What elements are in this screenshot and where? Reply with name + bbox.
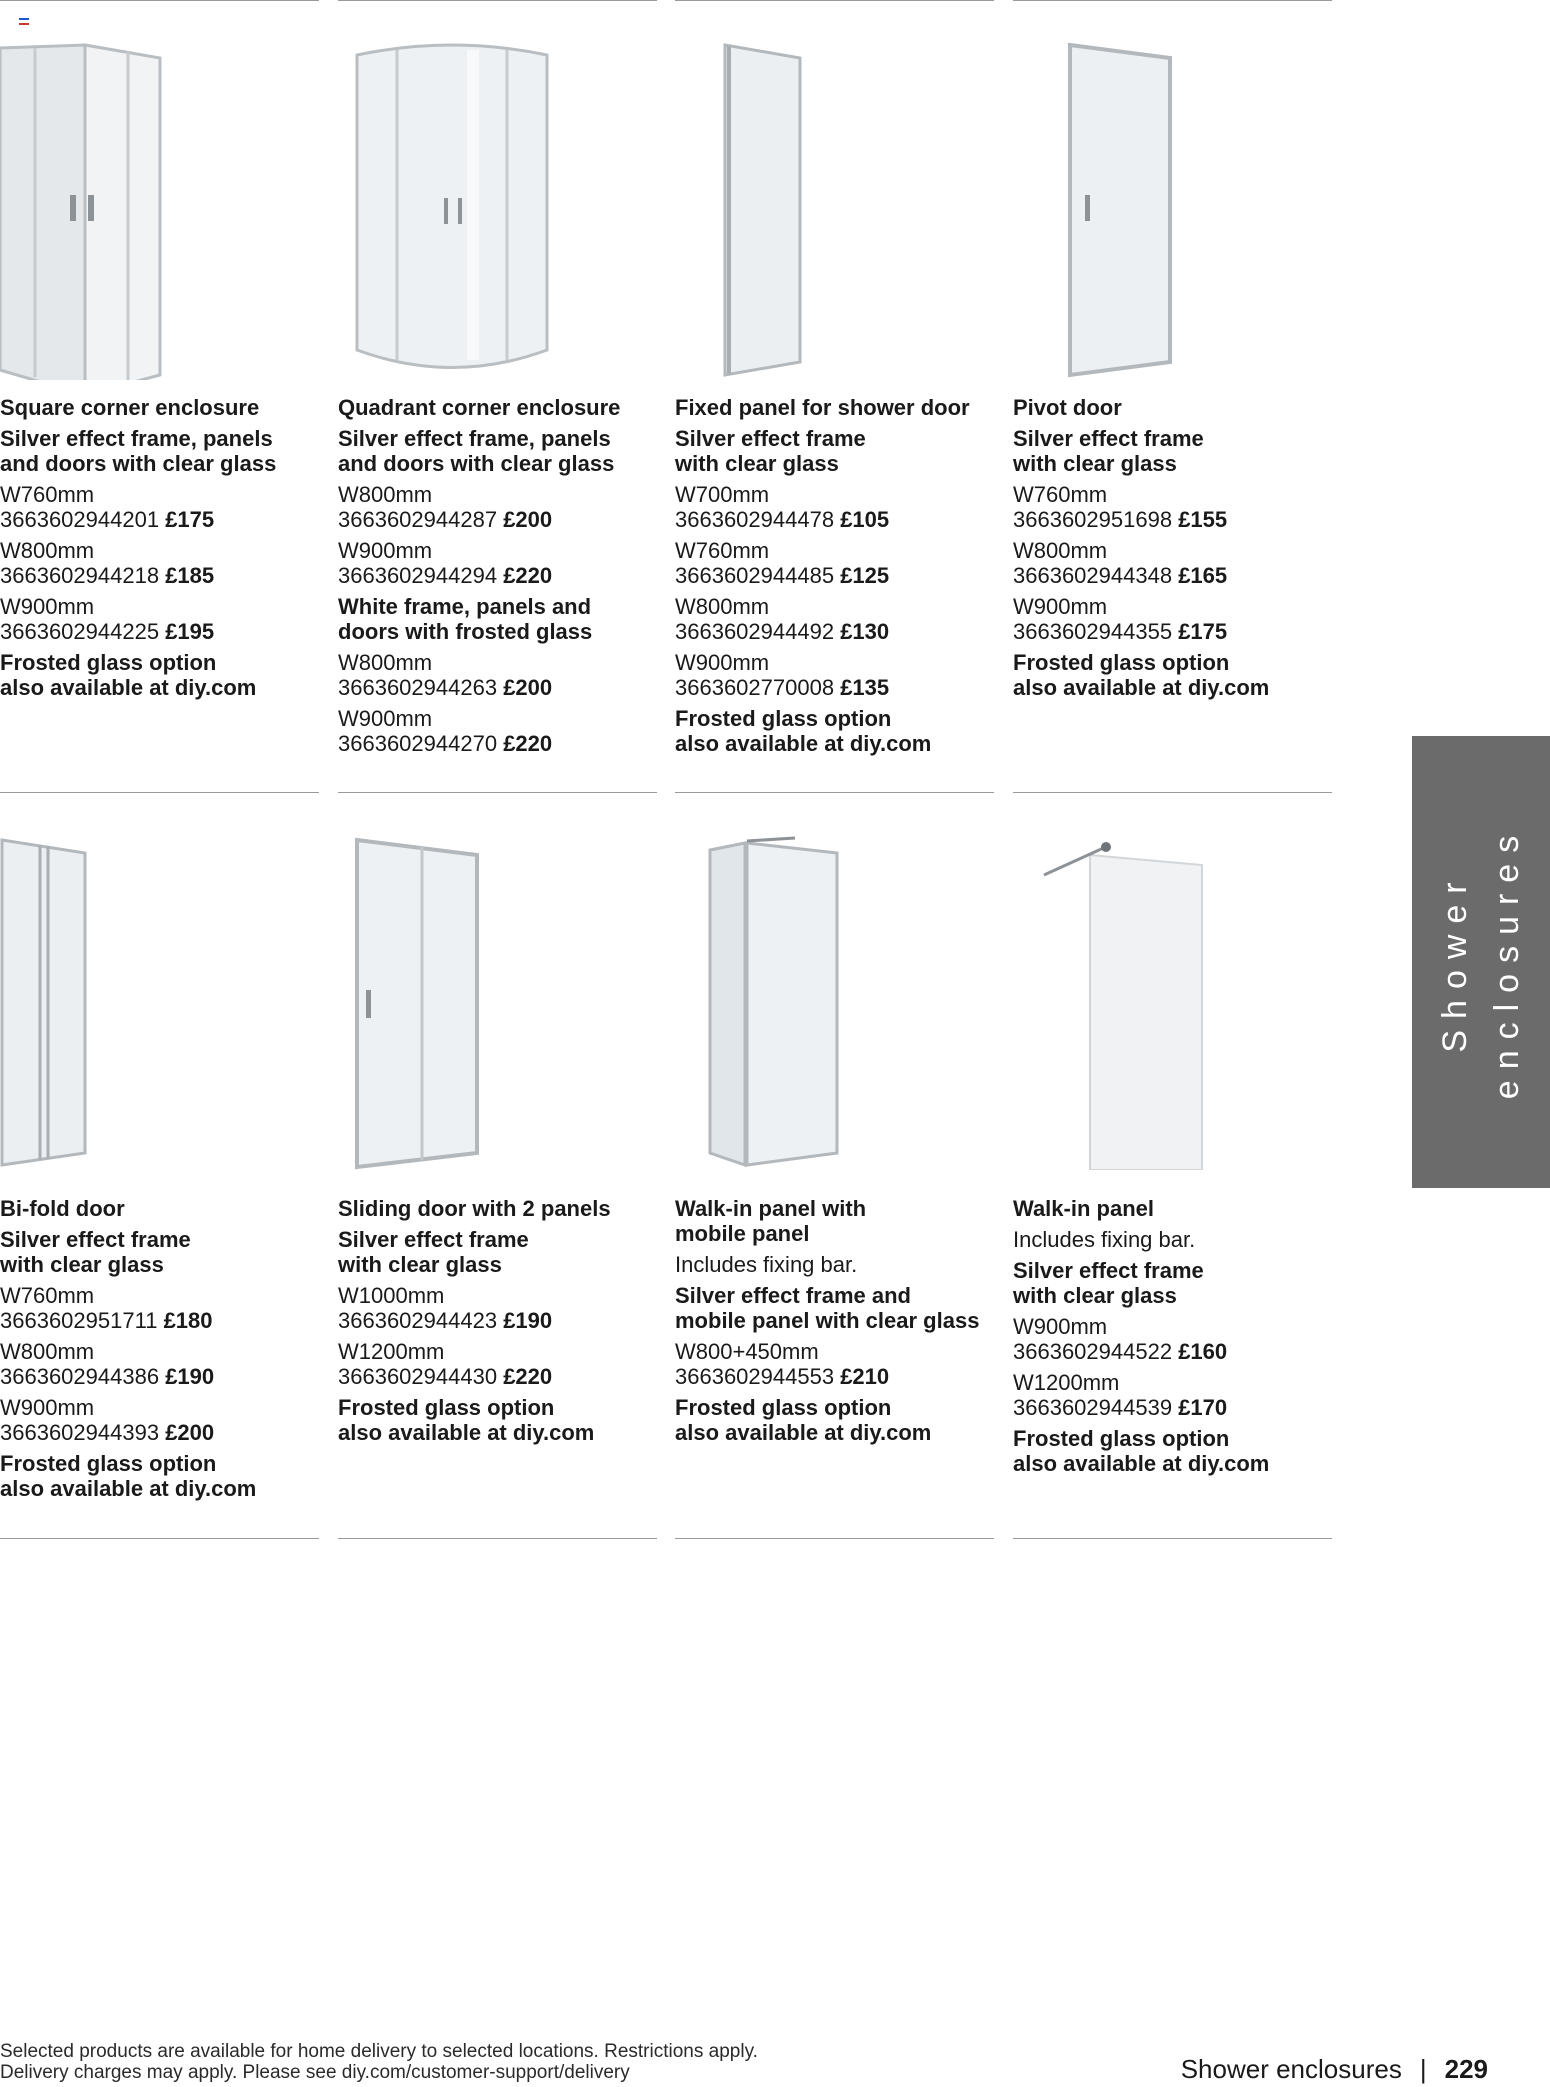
variant-size: W760mm bbox=[0, 1283, 95, 1308]
variant-size: W900mm bbox=[1013, 1314, 1108, 1339]
variant-code: 3663602944201 bbox=[0, 507, 160, 532]
product-note: Frosted glass option bbox=[338, 1395, 555, 1420]
variant-code: 3663602770008 bbox=[675, 675, 835, 700]
variant-price: £125 bbox=[840, 563, 890, 588]
product-plain-note: Includes fixing bar. bbox=[675, 1252, 858, 1277]
variant-price: £185 bbox=[165, 563, 215, 588]
product-desc: mobile panel with clear glass bbox=[675, 1308, 980, 1333]
product-note: Frosted glass option bbox=[1013, 650, 1230, 675]
variant-code: 3663602944522 bbox=[1013, 1339, 1173, 1364]
variant bbox=[0, 594, 340, 644]
product-desc: Silver effect frame, panels bbox=[0, 426, 273, 451]
variant-size: W700mm bbox=[675, 482, 770, 507]
variant bbox=[338, 706, 678, 756]
product-desc: doors with frosted glass bbox=[338, 619, 593, 644]
page-number: 229 bbox=[1444, 2054, 1488, 2084]
product-image-quadrant-corner-enclosure bbox=[352, 40, 552, 375]
variant-code: 3663602944287 bbox=[338, 507, 498, 532]
variant-size: W1200mm bbox=[338, 1339, 445, 1364]
menu-icon bbox=[19, 18, 29, 26]
divider bbox=[338, 0, 657, 1]
variant-price: £165 bbox=[1178, 563, 1228, 588]
product-name: Walk-in panel with bbox=[675, 1196, 867, 1221]
footer-page-info bbox=[1181, 2054, 1488, 2085]
product-info-bi-fold-door bbox=[0, 1196, 340, 1501]
section-side-tab-label bbox=[1429, 825, 1533, 1099]
side-tab-line: enclosures bbox=[1488, 824, 1526, 1100]
divider bbox=[675, 792, 994, 793]
variant-code: 3663602944430 bbox=[338, 1364, 498, 1389]
product-image-sliding-door bbox=[352, 835, 482, 1170]
product-note: also available at diy.com bbox=[675, 731, 932, 756]
variant-size: W760mm bbox=[675, 538, 770, 563]
product-image-bi-fold-door bbox=[0, 835, 90, 1170]
footer-delivery-note bbox=[0, 2041, 758, 2083]
product-info-walk-in-panel bbox=[1013, 1196, 1353, 1476]
product-note: also available at diy.com bbox=[675, 1420, 932, 1445]
product-image-pivot-door bbox=[1065, 40, 1180, 380]
variant-size: W900mm bbox=[1013, 594, 1108, 619]
section-side-tab bbox=[1412, 736, 1550, 1188]
product-desc: White frame, panels and bbox=[338, 594, 592, 619]
variant-code: 3663602944386 bbox=[0, 1364, 160, 1389]
product-note: Frosted glass option bbox=[0, 1451, 217, 1476]
variant-price: £200 bbox=[165, 1420, 215, 1445]
variant-code: 3663602944218 bbox=[0, 563, 160, 588]
variant-size: W760mm bbox=[0, 482, 95, 507]
side-tab-line: Shower bbox=[1436, 871, 1474, 1053]
variant-price: £200 bbox=[503, 507, 553, 532]
product-image-square-corner-enclosure bbox=[0, 40, 165, 380]
variant-price: £210 bbox=[840, 1364, 890, 1389]
product-desc: and doors with clear glass bbox=[338, 451, 615, 476]
variant-size: W800mm bbox=[1013, 538, 1108, 563]
variant-size: W800+450mm bbox=[675, 1339, 819, 1364]
variant-code: 3663602944225 bbox=[0, 619, 160, 644]
divider bbox=[338, 1538, 657, 1539]
product-desc: Silver effect frame bbox=[675, 426, 866, 451]
variant bbox=[675, 538, 1015, 588]
variant-price: £190 bbox=[165, 1364, 215, 1389]
variant-size: W900mm bbox=[0, 1395, 95, 1420]
product-name: Fixed panel for shower door bbox=[675, 395, 970, 420]
variant-size: W900mm bbox=[0, 594, 95, 619]
variant bbox=[338, 650, 678, 700]
variant bbox=[675, 594, 1015, 644]
product-desc: Silver effect frame and bbox=[675, 1283, 911, 1308]
footer-note-line: Selected products are available for home delivery to selected locations. Restrictions apply. bbox=[0, 2041, 758, 2062]
variant-code: 3663602944553 bbox=[675, 1364, 835, 1389]
divider bbox=[1013, 0, 1332, 1]
product-desc: with clear glass bbox=[675, 451, 839, 476]
product-desc: Silver effect frame bbox=[1013, 1258, 1204, 1283]
product-info-quadrant-corner-enclosure bbox=[338, 395, 678, 756]
variant bbox=[1013, 1370, 1353, 1420]
product-name: Bi-fold door bbox=[0, 1196, 125, 1221]
variant-code: 3663602944355 bbox=[1013, 619, 1173, 644]
variant-size: W760mm bbox=[1013, 482, 1108, 507]
variant-code: 3663602944393 bbox=[0, 1420, 160, 1445]
product-desc: Silver effect frame bbox=[338, 1227, 529, 1252]
product-desc: with clear glass bbox=[1013, 451, 1177, 476]
variant-code: 3663602944294 bbox=[338, 563, 498, 588]
variant-size: W800mm bbox=[0, 538, 95, 563]
product-desc: with clear glass bbox=[338, 1252, 502, 1277]
variant-size: W900mm bbox=[675, 650, 770, 675]
variant-price: £195 bbox=[165, 619, 215, 644]
variant-size: W800mm bbox=[338, 482, 433, 507]
variant-price: £220 bbox=[503, 1364, 553, 1389]
variant bbox=[1013, 594, 1353, 644]
variant-price: £130 bbox=[840, 619, 890, 644]
variant-price: £105 bbox=[840, 507, 890, 532]
variant-price: £220 bbox=[503, 731, 553, 756]
variant-price: £200 bbox=[503, 675, 553, 700]
product-note: also available at diy.com bbox=[0, 1476, 257, 1501]
variant-code: 3663602944492 bbox=[675, 619, 835, 644]
variant-price: £175 bbox=[1178, 619, 1228, 644]
variant bbox=[0, 1339, 340, 1389]
variant-price: £170 bbox=[1178, 1395, 1228, 1420]
variant-code: 3663602951711 bbox=[0, 1308, 158, 1333]
variant-size: W1200mm bbox=[1013, 1370, 1120, 1395]
product-note: Frosted glass option bbox=[675, 1395, 892, 1420]
product-name: mobile panel bbox=[675, 1221, 810, 1246]
variant bbox=[675, 650, 1015, 700]
variant-code: 3663602951698 bbox=[1013, 507, 1173, 532]
product-note: also available at diy.com bbox=[1013, 1451, 1270, 1476]
variant bbox=[338, 482, 678, 532]
divider bbox=[0, 792, 319, 793]
variant-code: 3663602944478 bbox=[675, 507, 835, 532]
variant bbox=[675, 482, 1015, 532]
product-name: Square corner enclosure bbox=[0, 395, 260, 420]
variant-price: £180 bbox=[163, 1308, 213, 1333]
product-image-walk-in-panel bbox=[1040, 835, 1205, 1170]
variant-size: W800mm bbox=[675, 594, 770, 619]
variant bbox=[0, 1395, 340, 1445]
product-desc: with clear glass bbox=[1013, 1283, 1177, 1308]
product-image-fixed-panel bbox=[715, 40, 815, 380]
product-desc: Silver effect frame bbox=[0, 1227, 191, 1252]
variant bbox=[0, 538, 340, 588]
product-info-fixed-panel bbox=[675, 395, 1015, 756]
divider bbox=[0, 1538, 319, 1539]
product-note: also available at diy.com bbox=[338, 1420, 595, 1445]
divider bbox=[1013, 1538, 1332, 1539]
product-note: Frosted glass option bbox=[675, 706, 892, 731]
variant-code: 3663602944270 bbox=[338, 731, 498, 756]
product-info-walk-in-mobile-panel bbox=[675, 1196, 1015, 1445]
variant bbox=[0, 1283, 340, 1333]
divider bbox=[675, 0, 994, 1]
variant bbox=[338, 1283, 678, 1333]
product-info-square-corner-enclosure bbox=[0, 395, 340, 700]
variant-price: £160 bbox=[1178, 1339, 1228, 1364]
product-info-pivot-door bbox=[1013, 395, 1353, 700]
variant bbox=[675, 1339, 1015, 1389]
product-name: Sliding door with 2 panels bbox=[338, 1196, 611, 1221]
variant bbox=[1013, 1314, 1353, 1364]
variant-code: 3663602944263 bbox=[338, 675, 498, 700]
variant-code: 3663602944485 bbox=[675, 563, 835, 588]
divider bbox=[1013, 792, 1332, 793]
product-name: Walk-in panel bbox=[1013, 1196, 1154, 1221]
variant-price: £220 bbox=[503, 563, 553, 588]
variant-code: 3663602944423 bbox=[338, 1308, 498, 1333]
product-desc: with clear glass bbox=[0, 1252, 164, 1277]
divider bbox=[338, 792, 657, 793]
variant-code: 3663602944539 bbox=[1013, 1395, 1173, 1420]
variant-size: W800mm bbox=[0, 1339, 95, 1364]
variant bbox=[338, 538, 678, 588]
variant-price: £135 bbox=[840, 675, 890, 700]
variant-size: W1000mm bbox=[338, 1283, 445, 1308]
product-name: Quadrant corner enclosure bbox=[338, 395, 621, 420]
variant-code: 3663602944348 bbox=[1013, 563, 1173, 588]
product-desc: Silver effect frame, panels bbox=[338, 426, 611, 451]
variant-price: £190 bbox=[503, 1308, 553, 1333]
variant-size: W900mm bbox=[338, 706, 433, 731]
divider bbox=[0, 0, 319, 1]
variant-price: £175 bbox=[165, 507, 215, 532]
variant-size: W900mm bbox=[338, 538, 433, 563]
footer-separator: | bbox=[1419, 2054, 1427, 2084]
product-note: also available at diy.com bbox=[0, 675, 257, 700]
product-desc: and doors with clear glass bbox=[0, 451, 277, 476]
variant-size: W800mm bbox=[338, 650, 433, 675]
variant bbox=[1013, 482, 1353, 532]
variant bbox=[1013, 538, 1353, 588]
variant-price: £155 bbox=[1178, 507, 1228, 532]
footer-note-line: Delivery charges may apply. Please see diy.com/customer-support/delivery bbox=[0, 2062, 630, 2083]
footer-section-name: Shower enclosures bbox=[1180, 2054, 1402, 2084]
variant bbox=[338, 1339, 678, 1389]
product-plain-note: Includes fixing bar. bbox=[1013, 1227, 1196, 1252]
variant bbox=[0, 482, 340, 532]
product-desc: Silver effect frame bbox=[1013, 426, 1204, 451]
product-image-walk-in-mobile-panel bbox=[705, 835, 845, 1170]
product-note: Frosted glass option bbox=[1013, 1426, 1230, 1451]
product-note: also available at diy.com bbox=[1013, 675, 1270, 700]
product-name: Pivot door bbox=[1013, 395, 1122, 420]
divider bbox=[675, 1538, 994, 1539]
product-note: Frosted glass option bbox=[0, 650, 217, 675]
product-info-sliding-door bbox=[338, 1196, 678, 1445]
